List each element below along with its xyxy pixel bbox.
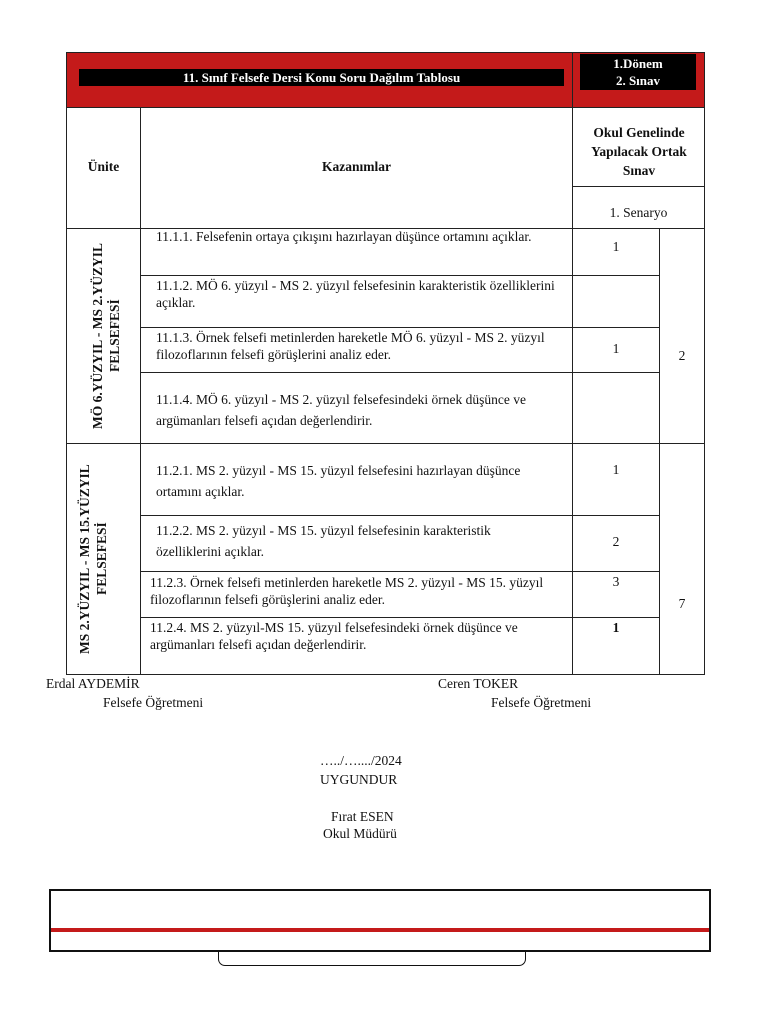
count-11-1-3: 1 xyxy=(612,341,620,356)
teacher2-title: Felsefe Öğretmeni xyxy=(491,695,592,710)
unit-total-2: 7 xyxy=(678,596,686,611)
table-title: 11. Sınıf Felsefe Dersi Konu Soru Dağılım Tablosu xyxy=(79,69,564,86)
teacher1-name: Erdal AYDEMİR xyxy=(46,676,140,691)
outcomes-column-header: Kazanımlar xyxy=(322,159,391,174)
teacher2-name: Ceren TOKER xyxy=(438,676,519,691)
footer-red-stripe xyxy=(51,928,709,932)
unit-label-2: MS 2.YÜZYIL - MS 15.YÜZYIL FELSEFESİ xyxy=(77,464,109,654)
footer-box xyxy=(49,889,711,952)
outcome-11-1-2: 11.1.2. MÖ 6. yüzyıl - MS 2. yüzyıl felsefesinin karakteristik özelliklerini açıklar. xyxy=(156,278,555,310)
unit-column-header: Ünite xyxy=(87,159,120,174)
count-11-2-4: 1 xyxy=(612,620,620,635)
principal-title: Okul Müdürü xyxy=(323,826,397,841)
exam-label: 2. Sınav xyxy=(615,73,661,88)
count-11-2-3: 3 xyxy=(612,574,620,589)
outcome-11-1-4: 11.1.4. MÖ 6. yüzyıl - MS 2. yüzyıl felsefesindeki örnek düşünce ve argümanları felsefi açıdan değerlendirir. xyxy=(156,392,526,428)
term-box xyxy=(580,54,696,90)
unit-label-1: MÖ 6.YÜZYIL - MS 2.YÜZYIL FELSEFESİ xyxy=(90,243,122,430)
teacher1-title: Felsefe Öğretmeni xyxy=(103,695,204,710)
exam-column-header: Okul Genelinde Yapılacak Ortak Sınav xyxy=(591,125,687,178)
scenario-header: 1. Senaryo xyxy=(609,205,668,220)
principal-name: Fırat ESEN xyxy=(331,809,394,824)
outcome-11-2-4: 11.2.4. MS 2. yüzyıl-MS 15. yüzyıl felsefesindeki örnek düşünce ve argümanları felsefi açıdan değerlendirir. xyxy=(150,620,518,652)
approval-date: …../…..../2024 xyxy=(320,753,402,768)
count-11-1-1: 1 xyxy=(612,239,620,254)
outcome-11-2-2: 11.2.2. MS 2. yüzyıl - MS 15. yüzyıl felsefesinin karakteristik özelliklerini açıklar. xyxy=(156,523,491,559)
unit-total-1: 2 xyxy=(678,348,686,363)
outcome-11-2-3: 11.2.3. Örnek felsefi metinlerden hareketle MS 2. yüzyıl - MS 15. yüzyıl filozoflarının felsefi görüşlerini analiz eder. xyxy=(150,575,544,607)
footer-tab xyxy=(218,952,526,966)
outcome-11-1-3: 11.1.3. Örnek felsefi metinlerden hareketle MÖ 6. yüzyıl - MS 2. yüzyıl filozoflarının felsefi görüşlerini analiz eder. xyxy=(156,330,545,362)
approval-text: UYGUNDUR xyxy=(320,772,398,787)
outcome-11-1-1: 11.1.1. Felsefenin ortaya çıkışını hazırlayan düşünce ortamını açıklar. xyxy=(156,229,532,244)
count-11-2-1: 1 xyxy=(612,462,620,477)
term-label: 1.Dönem xyxy=(613,56,663,71)
count-11-2-2: 2 xyxy=(612,534,620,549)
outcome-11-2-1: 11.2.1. MS 2. yüzyıl - MS 15. yüzyıl felsefesini hazırlayan düşünce ortamını açıklar. xyxy=(156,463,521,499)
